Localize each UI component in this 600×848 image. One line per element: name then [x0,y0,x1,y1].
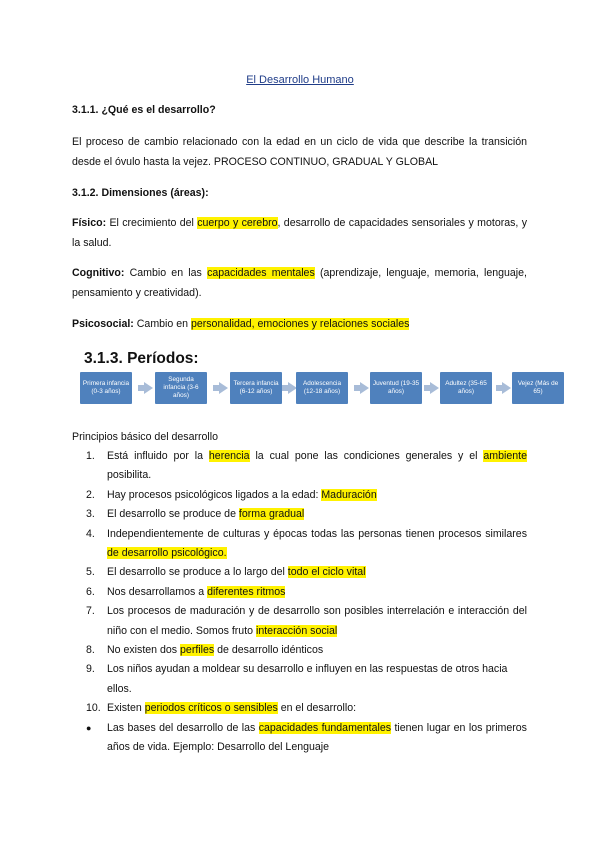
period-box-2: Segunda infancia (3-6 años) [155,372,207,404]
list-item: 7. Los procesos de maduración y de desarrollo son posibles interrelación e interacción del niño con el medio. Somos fruto interacción social [86,605,527,637]
principles-heading: Principios básico del desarrollo [72,431,219,443]
dimension-label: Psicosocial: [72,318,134,330]
list-item: 9. Los niños ayudan a moldear su desarrollo e influyen en las respuestas de otros hacia ellos. [86,663,508,695]
highlight: personalidad, emociones y relaciones sociales [190,318,410,330]
dimension-label: Físico: [72,217,107,229]
list-item: 1. Está influido por la herencia la cual pone las condiciones generales y el ambiente posibilita. [86,450,527,482]
list-item: 3. El desarrollo se produce de forma gradual [86,508,305,521]
highlight: capacidades mentales [207,267,315,279]
list-item: 4. Independientemente de culturas y épocas todas las personas tienen procesos similares de desarrollo psicológico. [86,527,527,560]
dimension-psicosocial: Psicosocial: Cambio en personalidad, emociones y relaciones sociales [72,318,410,330]
bullet-icon: ● [86,722,92,733]
principles-list [72,447,527,758]
arrow-right-icon [144,382,153,394]
section-heading-dimensions: 3.1.2. Dimensiones (áreas): [72,187,209,199]
dimension-cognitivo: Cognitivo: Cambio en las capacidades mentales (aprendizaje, lenguaje, memoria, lenguaje, pensamiento y creatividad). [72,267,527,299]
period-box-1: Primera infancia (0-3 años) [80,372,132,404]
arrow-right-icon [219,382,228,394]
period-box-5: Juventud (19-35 años) [370,372,422,404]
arrow-right-icon [360,382,369,394]
list-item: 5. El desarrollo se produce a lo largo del todo el ciclo vital [86,566,366,579]
list-item: 8. No existen dos perfiles de desarrollo idénticos [86,644,324,657]
arrow-right-icon [502,382,511,394]
section-heading-periods: 3.1.3. Períodos: [84,350,199,367]
document-title: El Desarrollo Humano [246,74,354,86]
period-box-6: Adultez (35-65 años) [440,372,492,404]
periods-flow-diagram [80,372,565,406]
list-item: 2. Hay procesos psicológicos ligados a la edad: Maduración [86,488,377,501]
definition-paragraph: El proceso de cambio relacionado con la edad en un ciclo de vida que describe la transición desde el óvulo hasta la vejez. PROCESO CONTINUO, GRADUAL Y GLOBAL [72,136,527,168]
list-item: 10. Existen periodos críticos o sensibles en el desarrollo: [86,702,357,715]
period-box-3: Tercera infancia (6-12 años) [230,372,282,404]
highlight: cuerpo y cerebro [197,217,278,229]
dimension-label: Cognitivo: [72,267,125,279]
section-heading-what-is: 3.1.1. ¿Qué es el desarrollo? [72,104,216,116]
list-item: ● Las bases del desarrollo de las capacidades fundamentales tienen lugar en los primeros años de vida. Ejemplo: Desarrollo del Lenguaje [72,719,527,758]
period-box-7: Vejez (Más de 65) [512,372,564,404]
list-item: 6. Nos desarrollamos a diferentes ritmos [86,585,286,598]
arrow-right-icon [430,382,439,394]
dimension-fisico: Físico: El crecimiento del cuerpo y cerebro, desarrollo de capacidades sensoriales y motoras, y la salud. [72,217,527,249]
period-box-4: Adolescencia (12-18 años) [296,372,348,404]
